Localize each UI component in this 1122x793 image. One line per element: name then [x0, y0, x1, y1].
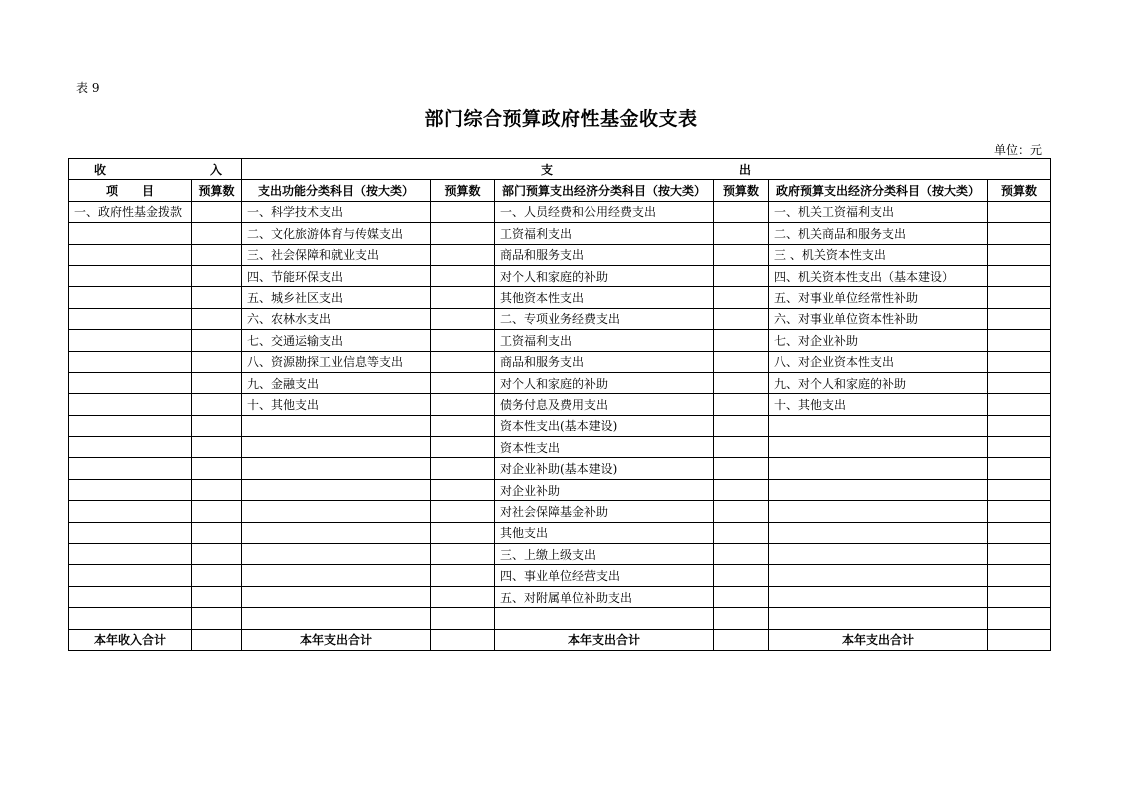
col-header-function-category: 支出功能分类科目（按大类）	[242, 180, 431, 201]
dept-econ-item-cell: 对社会保障基金补助	[495, 501, 714, 522]
receipt-budget-cell	[192, 265, 242, 286]
receipt-item-cell	[69, 522, 192, 543]
dept-econ-item-cell: 其他支出	[495, 522, 714, 543]
section-header-row	[69, 159, 1051, 180]
table-row	[69, 565, 1051, 586]
receipt-budget-cell	[192, 244, 242, 265]
dept-econ-item-cell	[495, 608, 714, 629]
function-total-label: 本年支出合计	[242, 629, 431, 650]
expenditure-header-right: 出	[739, 162, 752, 177]
table-row	[69, 308, 1051, 329]
receipt-budget-cell	[192, 544, 242, 565]
receipt-item-cell	[69, 479, 192, 500]
dept-econ-item-cell: 其他资本性支出	[495, 287, 714, 308]
dept-econ-item-cell: 债务付息及费用支出	[495, 394, 714, 415]
receipt-item-cell	[69, 244, 192, 265]
table-row	[69, 501, 1051, 522]
table-row	[69, 437, 1051, 458]
function-budget-cell	[431, 223, 495, 244]
table-row	[69, 415, 1051, 436]
gov-econ-item-cell	[769, 437, 988, 458]
function-budget-cell	[431, 372, 495, 393]
receipt-budget-cell	[192, 394, 242, 415]
dept-econ-budget-cell	[714, 479, 769, 500]
gov-econ-budget-cell	[988, 308, 1051, 329]
function-item-cell: 二、文化旅游体育与传媒支出	[242, 223, 431, 244]
gov-econ-budget-cell	[988, 522, 1051, 543]
dept-econ-budget-cell	[714, 565, 769, 586]
receipt-item-cell	[69, 458, 192, 479]
table-row	[69, 287, 1051, 308]
gov-econ-item-cell: 九、对个人和家庭的补助	[769, 372, 988, 393]
function-budget-cell	[431, 201, 495, 222]
table-row	[69, 330, 1051, 351]
gov-econ-budget-cell	[988, 501, 1051, 522]
table-row	[69, 223, 1051, 244]
totals-row	[69, 629, 1051, 650]
function-item-cell	[242, 458, 431, 479]
dept-econ-budget-cell	[714, 330, 769, 351]
receipt-budget-cell	[192, 458, 242, 479]
col-header-budget: 预算数	[192, 180, 242, 201]
dept-econ-budget-cell	[714, 308, 769, 329]
gov-econ-budget-cell	[988, 608, 1051, 629]
dept-econ-item-cell: 资本性支出(基本建设)	[495, 415, 714, 436]
receipt-item-cell	[69, 586, 192, 607]
gov-econ-item-cell	[769, 479, 988, 500]
dept-econ-item-cell: 商品和服务支出	[495, 351, 714, 372]
dept-econ-budget-cell	[714, 586, 769, 607]
dept-econ-item-cell: 二、专项业务经费支出	[495, 308, 714, 329]
receipt-item-cell	[69, 501, 192, 522]
function-budget-cell	[431, 394, 495, 415]
receipt-budget-cell	[192, 501, 242, 522]
table-row	[69, 544, 1051, 565]
gov-econ-item-cell: 三 、机关资本性支出	[769, 244, 988, 265]
gov-econ-budget-cell	[988, 287, 1051, 308]
dept-econ-item-cell: 对企业补助	[495, 479, 714, 500]
receipt-budget-cell	[192, 565, 242, 586]
function-item-cell: 八、资源勘探工业信息等支出	[242, 351, 431, 372]
gov-econ-total-value	[988, 629, 1051, 650]
function-budget-cell	[431, 586, 495, 607]
function-item-cell: 一、科学技术支出	[242, 201, 431, 222]
receipt-item-cell	[69, 351, 192, 372]
dept-econ-total-label: 本年支出合计	[495, 629, 714, 650]
table-row	[69, 372, 1051, 393]
gov-econ-total-label: 本年支出合计	[769, 629, 988, 650]
receipt-item-cell	[69, 415, 192, 436]
table-row	[69, 244, 1051, 265]
col-header-budget: 预算数	[988, 180, 1051, 201]
receipt-budget-cell	[192, 586, 242, 607]
gov-econ-item-cell: 二、机关商品和服务支出	[769, 223, 988, 244]
col-header-gov-economic-category: 政府预算支出经济分类科目（按大类）	[769, 180, 988, 201]
function-budget-cell	[431, 415, 495, 436]
function-total-value	[431, 629, 495, 650]
receipt-item-cell	[69, 608, 192, 629]
dept-econ-budget-cell	[714, 223, 769, 244]
receipt-item-cell	[69, 330, 192, 351]
gov-econ-budget-cell	[988, 479, 1051, 500]
gov-econ-item-cell: 六、对事业单位资本性补助	[769, 308, 988, 329]
table-row	[69, 522, 1051, 543]
gov-econ-budget-cell	[988, 223, 1051, 244]
receipts-header	[69, 159, 242, 180]
dept-econ-item-cell: 四、事业单位经营支出	[495, 565, 714, 586]
function-budget-cell	[431, 265, 495, 286]
dept-econ-budget-cell	[714, 458, 769, 479]
function-item-cell	[242, 437, 431, 458]
receipt-budget-cell	[192, 522, 242, 543]
table-row	[69, 265, 1051, 286]
receipts-total-value	[192, 629, 242, 650]
gov-econ-budget-cell	[988, 458, 1051, 479]
receipt-budget-cell	[192, 372, 242, 393]
table-row	[69, 201, 1051, 222]
dept-econ-item-cell: 五、对附属单位补助支出	[495, 586, 714, 607]
receipt-budget-cell	[192, 608, 242, 629]
gov-econ-budget-cell	[988, 565, 1051, 586]
table-row	[69, 479, 1051, 500]
function-item-cell	[242, 544, 431, 565]
gov-econ-item-cell	[769, 415, 988, 436]
function-item-cell	[242, 586, 431, 607]
receipt-item-cell	[69, 287, 192, 308]
gov-econ-item-cell	[769, 544, 988, 565]
dept-econ-budget-cell	[714, 608, 769, 629]
column-header-row	[69, 180, 1051, 201]
receipts-header-right: 入	[209, 162, 222, 177]
receipts-total-label: 本年收入合计	[69, 629, 192, 650]
unit-label: 单位：元	[993, 143, 1042, 157]
function-item-cell: 九、金融支出	[242, 372, 431, 393]
gov-econ-budget-cell	[988, 437, 1051, 458]
function-budget-cell	[431, 330, 495, 351]
function-budget-cell	[431, 458, 495, 479]
dept-econ-budget-cell	[714, 501, 769, 522]
receipt-item-cell	[69, 394, 192, 415]
function-budget-cell	[431, 479, 495, 500]
gov-econ-item-cell: 四、机关资本性支出（基本建设）	[769, 265, 988, 286]
dept-econ-total-value	[714, 629, 769, 650]
function-item-cell	[242, 522, 431, 543]
dept-econ-item-cell: 一、人员经费和公用经费支出	[495, 201, 714, 222]
table-row	[69, 394, 1051, 415]
dept-econ-budget-cell	[714, 287, 769, 308]
function-item-cell: 六、农林水支出	[242, 308, 431, 329]
function-item-cell: 三、社会保障和就业支出	[242, 244, 431, 265]
gov-econ-budget-cell	[988, 544, 1051, 565]
function-item-cell: 七、交通运输支出	[242, 330, 431, 351]
gov-econ-item-cell	[769, 458, 988, 479]
gov-econ-item-cell	[769, 586, 988, 607]
function-budget-cell	[431, 437, 495, 458]
gov-econ-budget-cell	[988, 244, 1051, 265]
table-row	[69, 351, 1051, 372]
receipt-item-cell	[69, 544, 192, 565]
function-item-cell	[242, 608, 431, 629]
receipt-item-cell	[69, 437, 192, 458]
receipt-budget-cell	[192, 201, 242, 222]
receipt-budget-cell	[192, 330, 242, 351]
dept-econ-item-cell: 对个人和家庭的补助	[495, 265, 714, 286]
dept-econ-item-cell: 商品和服务支出	[495, 244, 714, 265]
receipt-item-cell	[69, 308, 192, 329]
function-budget-cell	[431, 351, 495, 372]
gov-econ-budget-cell	[988, 330, 1051, 351]
function-budget-cell	[431, 308, 495, 329]
receipt-item-cell: 一、政府性基金拨款	[69, 201, 192, 222]
budget-table	[68, 158, 1051, 651]
col-header-budget: 预算数	[431, 180, 495, 201]
dept-econ-budget-cell	[714, 372, 769, 393]
gov-econ-budget-cell	[988, 415, 1051, 436]
gov-econ-budget-cell	[988, 586, 1051, 607]
function-item-cell: 五、城乡社区支出	[242, 287, 431, 308]
receipt-budget-cell	[192, 351, 242, 372]
function-item-cell: 四、节能环保支出	[242, 265, 431, 286]
gov-econ-item-cell: 一、机关工资福利支出	[769, 201, 988, 222]
function-budget-cell	[431, 522, 495, 543]
function-budget-cell	[431, 608, 495, 629]
dept-econ-budget-cell	[714, 265, 769, 286]
function-budget-cell	[431, 565, 495, 586]
gov-econ-budget-cell	[988, 265, 1051, 286]
receipt-budget-cell	[192, 287, 242, 308]
function-item-cell	[242, 501, 431, 522]
col-header-item: 项 目	[69, 180, 192, 201]
gov-econ-budget-cell	[988, 372, 1051, 393]
dept-econ-budget-cell	[714, 201, 769, 222]
gov-econ-item-cell	[769, 608, 988, 629]
function-item-cell: 十、其他支出	[242, 394, 431, 415]
function-budget-cell	[431, 244, 495, 265]
gov-econ-item-cell	[769, 522, 988, 543]
dept-econ-budget-cell	[714, 415, 769, 436]
table-number: 表 9	[76, 81, 100, 95]
gov-econ-item-cell: 五、对事业单位经常性补助	[769, 287, 988, 308]
dept-econ-budget-cell	[714, 522, 769, 543]
page-title: 部门综合预算政府性基金收支表	[424, 108, 698, 130]
gov-econ-item-cell	[769, 501, 988, 522]
dept-econ-item-cell: 对个人和家庭的补助	[495, 372, 714, 393]
function-budget-cell	[431, 501, 495, 522]
dept-econ-item-cell: 工资福利支出	[495, 223, 714, 244]
dept-econ-item-cell: 工资福利支出	[495, 330, 714, 351]
gov-econ-budget-cell	[988, 394, 1051, 415]
receipt-item-cell	[69, 223, 192, 244]
receipt-item-cell	[69, 565, 192, 586]
receipt-budget-cell	[192, 437, 242, 458]
receipt-budget-cell	[192, 479, 242, 500]
dept-econ-budget-cell	[714, 544, 769, 565]
dept-econ-budget-cell	[714, 351, 769, 372]
gov-econ-item-cell: 十、其他支出	[769, 394, 988, 415]
col-header-budget: 预算数	[714, 180, 769, 201]
receipt-item-cell	[69, 372, 192, 393]
function-budget-cell	[431, 287, 495, 308]
receipt-budget-cell	[192, 223, 242, 244]
gov-econ-budget-cell	[988, 201, 1051, 222]
expenditure-header-left: 支	[541, 162, 554, 177]
dept-econ-budget-cell	[714, 244, 769, 265]
receipts-header-left: 收	[94, 162, 107, 177]
dept-econ-budget-cell	[714, 437, 769, 458]
dept-econ-item-cell: 三、上缴上级支出	[495, 544, 714, 565]
table-row	[69, 608, 1051, 629]
receipt-budget-cell	[192, 308, 242, 329]
function-item-cell	[242, 415, 431, 436]
gov-econ-budget-cell	[988, 351, 1051, 372]
gov-econ-item-cell: 七、对企业补助	[769, 330, 988, 351]
receipt-item-cell	[69, 265, 192, 286]
table-row	[69, 586, 1051, 607]
function-budget-cell	[431, 544, 495, 565]
table-row	[69, 458, 1051, 479]
gov-econ-item-cell	[769, 565, 988, 586]
gov-econ-item-cell: 八、对企业资本性支出	[769, 351, 988, 372]
dept-econ-item-cell: 对企业补助(基本建设)	[495, 458, 714, 479]
function-item-cell	[242, 565, 431, 586]
receipt-budget-cell	[192, 415, 242, 436]
expenditure-header	[242, 159, 1051, 180]
col-header-dept-economic-category: 部门预算支出经济分类科目（按大类）	[495, 180, 714, 201]
dept-econ-budget-cell	[714, 394, 769, 415]
function-item-cell	[242, 479, 431, 500]
dept-econ-item-cell: 资本性支出	[495, 437, 714, 458]
